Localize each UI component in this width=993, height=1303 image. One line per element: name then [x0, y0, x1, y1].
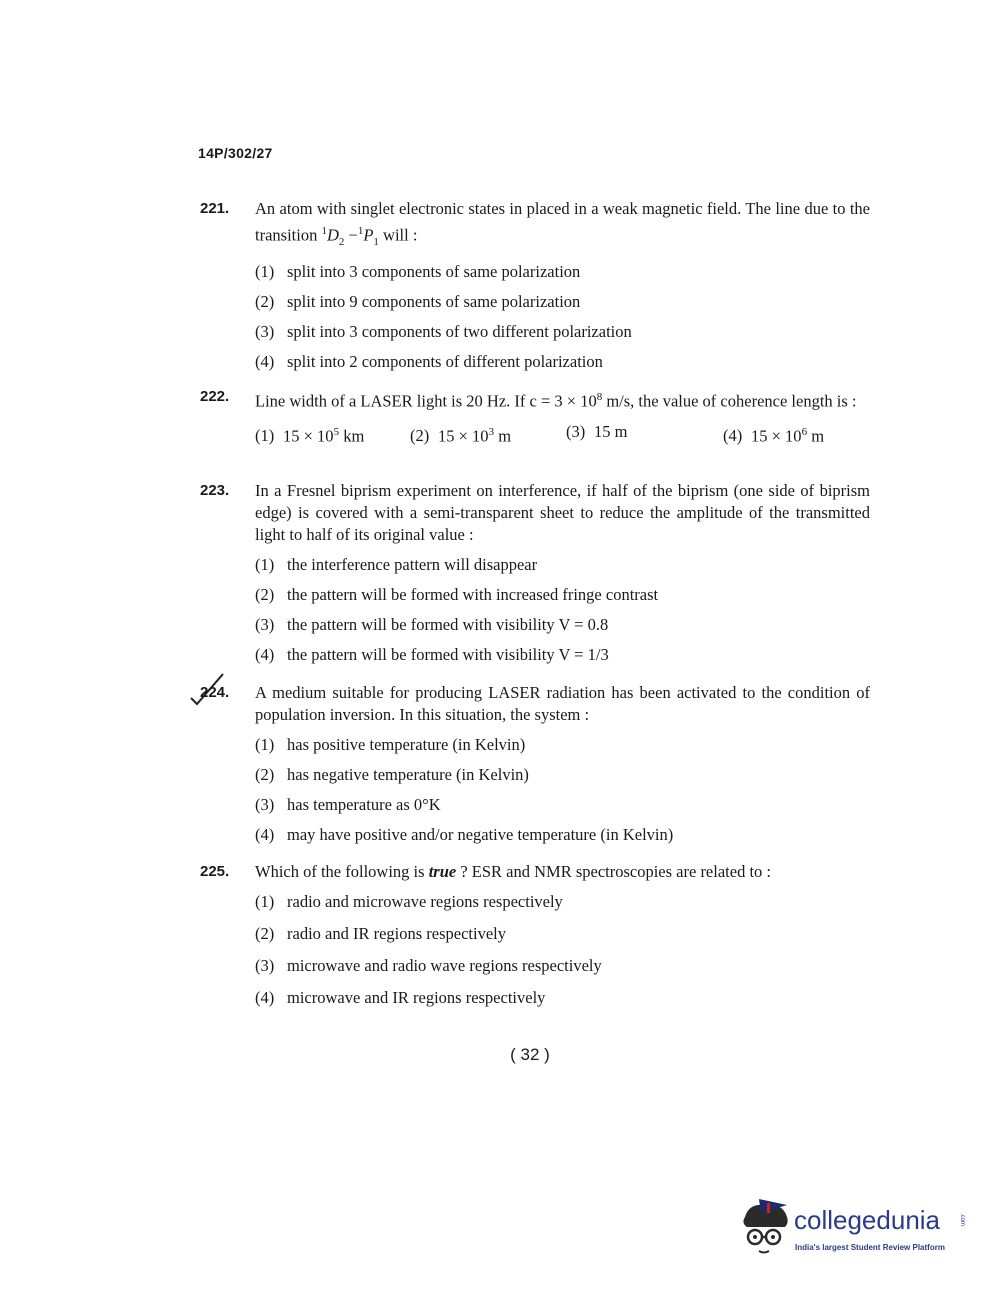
option: [566, 421, 723, 448]
logo-com: .com: [959, 1213, 965, 1227]
option-text: has negative temperature (in Kelvin): [287, 765, 529, 784]
option-number: (4): [255, 825, 275, 844]
option-number: (4): [255, 351, 275, 371]
option: [255, 987, 870, 1019]
term2-sub: 1: [373, 235, 379, 248]
question-text: [255, 198, 870, 253]
option: [255, 734, 870, 764]
option-number: (1): [255, 555, 275, 574]
question-text-pre: Line width of a LASER light is 20 Hz. If c = 3 × 10: [255, 391, 597, 411]
option-text: 15 × 10: [283, 426, 334, 445]
option-text: microwave and radio wave regions respectively: [287, 956, 602, 975]
term1-sup: 1: [321, 225, 327, 237]
question-text-post: will :: [378, 225, 418, 245]
question-number: 222.: [200, 388, 230, 405]
option-text: the pattern will be formed with visibility V = 0.8: [287, 615, 609, 634]
option-number: (4): [255, 645, 275, 664]
option: [255, 794, 870, 824]
option: [255, 614, 870, 644]
option-text: 15 m: [594, 421, 628, 441]
term2-sup: 1: [357, 225, 364, 237]
option-text: 15 × 10: [751, 426, 802, 445]
option-unit: m: [494, 426, 512, 445]
option: [723, 421, 824, 448]
option-number: (2): [255, 291, 275, 311]
option-unit: m: [807, 426, 825, 445]
option: [255, 584, 870, 614]
option-number: (2): [410, 426, 430, 445]
question-text-pre: An atom with singlet electronic states in placed in a weak magnetic field. The line due to the transition: [255, 199, 870, 245]
question-text: In a Fresnel biprism experiment on interference, if half of the biprism (one side of biprism edge) is covered with a semi-transparent sheet to reduce the amplitude of the transmitted light to half of its original value :: [255, 481, 870, 544]
dash: −: [344, 225, 358, 245]
option: [255, 891, 870, 923]
mascot-icon: [737, 1197, 795, 1257]
options-list: [255, 734, 870, 854]
option-text: split into 9 components of same polarization: [287, 291, 581, 311]
option: [255, 764, 870, 794]
question-number: 224.: [200, 684, 230, 701]
question-221: [200, 198, 870, 381]
option: [255, 421, 410, 448]
option: [255, 261, 870, 291]
options-list: [255, 261, 870, 381]
option: [410, 421, 566, 448]
page-number: ( 32 ): [510, 1045, 550, 1064]
option-number: (1): [255, 735, 275, 754]
option-number: (4): [255, 988, 275, 1007]
option-text: the pattern will be formed with increased fringe contrast: [287, 585, 659, 604]
collegedunia-logo: [737, 1193, 965, 1263]
option-text: split into 3 components of same polarization: [287, 261, 581, 281]
option-text: split into 3 components of two different polarization: [287, 321, 632, 341]
logo-brand: collegedunia: [794, 1205, 941, 1235]
question-text-post: ? ESR and NMR spectroscopies are related to :: [456, 862, 771, 881]
option-text: the interference pattern will disappear: [287, 555, 538, 574]
exponent: 8: [596, 391, 603, 403]
question-224: [200, 682, 870, 854]
question-text-emphasis: true: [428, 862, 457, 881]
options-row: [255, 421, 870, 448]
question-text: A medium suitable for producing LASER radiation has been activated to the condition of population inversion. In this situation, the system :: [255, 683, 870, 724]
option-number: (4): [723, 426, 743, 445]
question-225: [200, 861, 870, 1019]
question-text: [255, 861, 870, 883]
option-number: (1): [255, 426, 275, 445]
option-number: (2): [255, 765, 275, 784]
option-exponent: 6: [801, 425, 808, 438]
option-text: has positive temperature (in Kelvin): [287, 735, 526, 754]
term1-base: D: [326, 225, 339, 245]
option: [255, 923, 870, 955]
question-number: 221.: [200, 200, 230, 217]
option-text: radio and microwave regions respectively: [287, 892, 563, 911]
page-code: 14P/302/27: [198, 145, 273, 161]
option-number: (3): [255, 615, 275, 634]
option: [255, 291, 870, 321]
option: [255, 351, 870, 381]
option: [255, 955, 870, 987]
question-text-post: m/s, the value of coherence length is :: [602, 391, 857, 411]
question-number: 225.: [200, 863, 230, 880]
options-list: [255, 891, 870, 1019]
term2-base: P: [363, 225, 374, 245]
option-number: (3): [255, 956, 275, 975]
option: [255, 321, 870, 351]
question-text: [255, 386, 870, 413]
question-223: [200, 480, 870, 674]
option-text: the pattern will be formed with visibility V = 1/3: [287, 645, 609, 664]
logo-tagline: India's largest Student Review Platform: [795, 1243, 945, 1252]
option-text: 15 × 10: [438, 426, 489, 445]
option-number: (2): [255, 585, 275, 604]
option-text: may have positive and/or negative temperature (in Kelvin): [287, 825, 674, 844]
options-list: [255, 554, 870, 674]
option-number: (2): [255, 924, 275, 943]
option-number: (3): [255, 321, 275, 341]
option-unit: km: [339, 426, 365, 445]
option-number: (3): [255, 795, 275, 814]
option-text: microwave and IR regions respectively: [287, 988, 546, 1007]
question-222: [200, 386, 870, 447]
option-exponent: 3: [488, 425, 495, 438]
option-number: (1): [255, 261, 275, 281]
term1-sub: 2: [338, 235, 345, 248]
option-text: split into 2 components of different polarization: [287, 351, 603, 371]
option: [255, 644, 870, 674]
option-exponent: 5: [333, 425, 340, 438]
question-number: 223.: [200, 482, 230, 499]
option-number: (1): [255, 892, 275, 911]
option-text: radio and IR regions respectively: [287, 924, 507, 943]
option-number: (3): [566, 421, 586, 441]
option: [255, 554, 870, 584]
question-text-pre: Which of the following is: [255, 862, 429, 881]
option-text: has temperature as 0°K: [287, 795, 441, 814]
option: [255, 824, 870, 854]
